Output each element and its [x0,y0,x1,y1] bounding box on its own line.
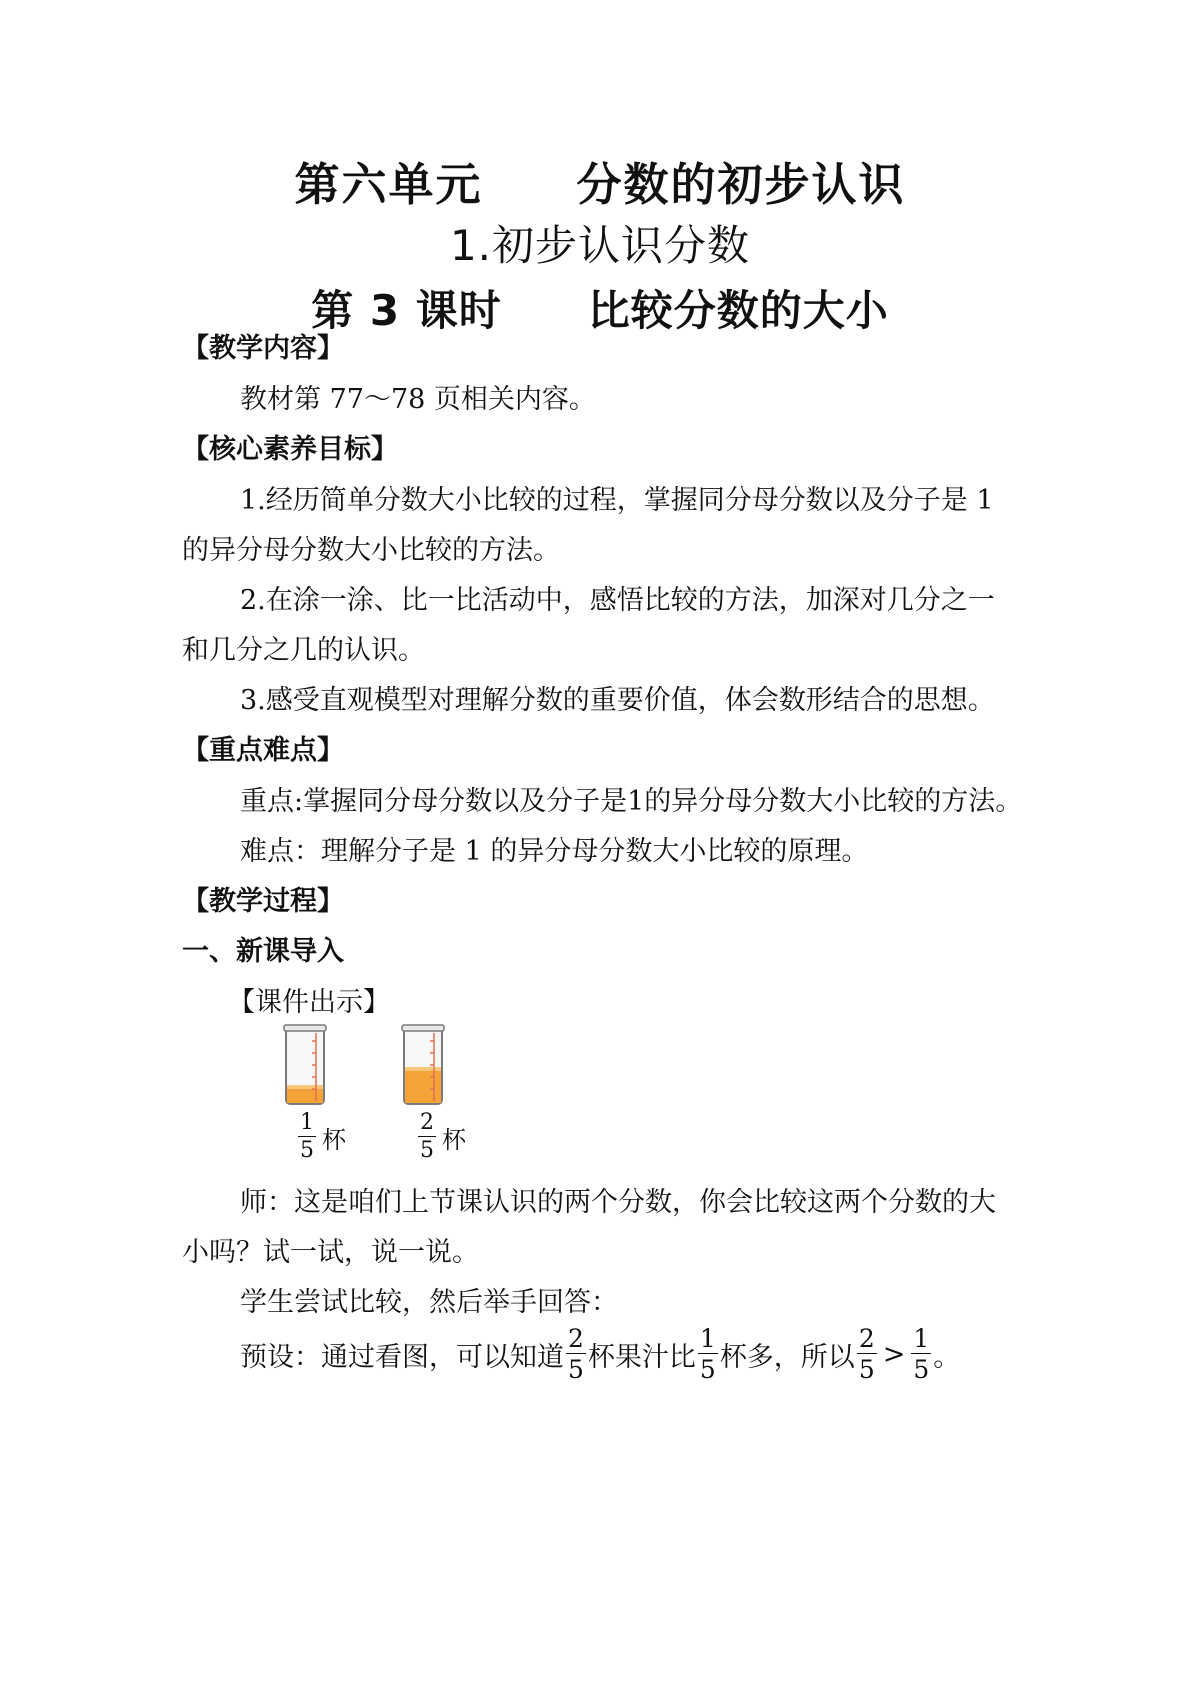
greater-than-sign: > [882,1338,906,1370]
teaching-content-heading: 【教学内容】 [182,333,344,364]
goal-3: 3.感受直观模型对理解分数的重要价值，体会数形结合的思想。 [240,685,995,716]
section-title: 1.初步认识分数 [449,221,751,270]
goal-1-line-2: 的异分母分数大小比较的方法。 [182,535,560,566]
fraction: 1 5 [699,1324,716,1384]
teaching-content-text: 教材第 77～78 页相关内容。 [240,384,596,415]
key-points-heading: 【重点难点】 [182,735,344,766]
goal-2-line-2: 和几分之几的认识。 [182,635,425,666]
cup-2-label: 2 5 杯 [420,1110,466,1163]
fraction: 2 5 [420,1110,434,1163]
core-goals-heading: 【核心素养目标】 [182,434,398,465]
lesson-title: 第 3 课时 比较分数的大小 [311,286,889,335]
part-1-heading: 一、新课导入 [182,936,344,967]
cup-2-juice [405,1067,441,1103]
cup-1-label: 1 5 杯 [300,1110,346,1163]
teacher-line-1: 师：这是咱们上节课认识的两个分数，你会比较这两个分数的大 [240,1187,996,1218]
goal-2-line-1: 2.在涂一涂、比一比活动中，感悟比较的方法，加深对几分之一 [240,585,995,616]
fraction: 1 5 [300,1110,314,1163]
cup-two-fifths-image [400,1023,446,1107]
unit-title: 第六单元 分数的初步认识 [294,158,906,211]
process-heading: 【教学过程】 [182,886,344,917]
fraction: 2 5 [568,1324,584,1384]
key-point: 重点:掌握同分母分数以及分子是1的异分母分数大小比较的方法。 [240,786,1023,817]
cup-one-fifth-image [282,1023,328,1107]
goal-1-line-1: 1.经历简单分数大小比较的过程，掌握同分母分数以及分子是 1 [240,485,994,516]
fraction: 2 5 [858,1324,875,1384]
teacher-line-2: 小吗？试一试，说一说。 [182,1237,479,1268]
student-response: 学生尝试比较，然后举手回答： [240,1287,618,1318]
courseware-label: 【课件出示】 [228,987,390,1018]
difficult-point: 难点：理解分子是 1 的异分母分数大小比较的原理。 [240,836,869,867]
preset-answer: 预设：通过看图，可以知道 2 5 杯果汁比 1 5 杯多，所以 2 5 > 1 5 。 [240,1324,961,1384]
fraction: 1 5 [913,1324,930,1384]
